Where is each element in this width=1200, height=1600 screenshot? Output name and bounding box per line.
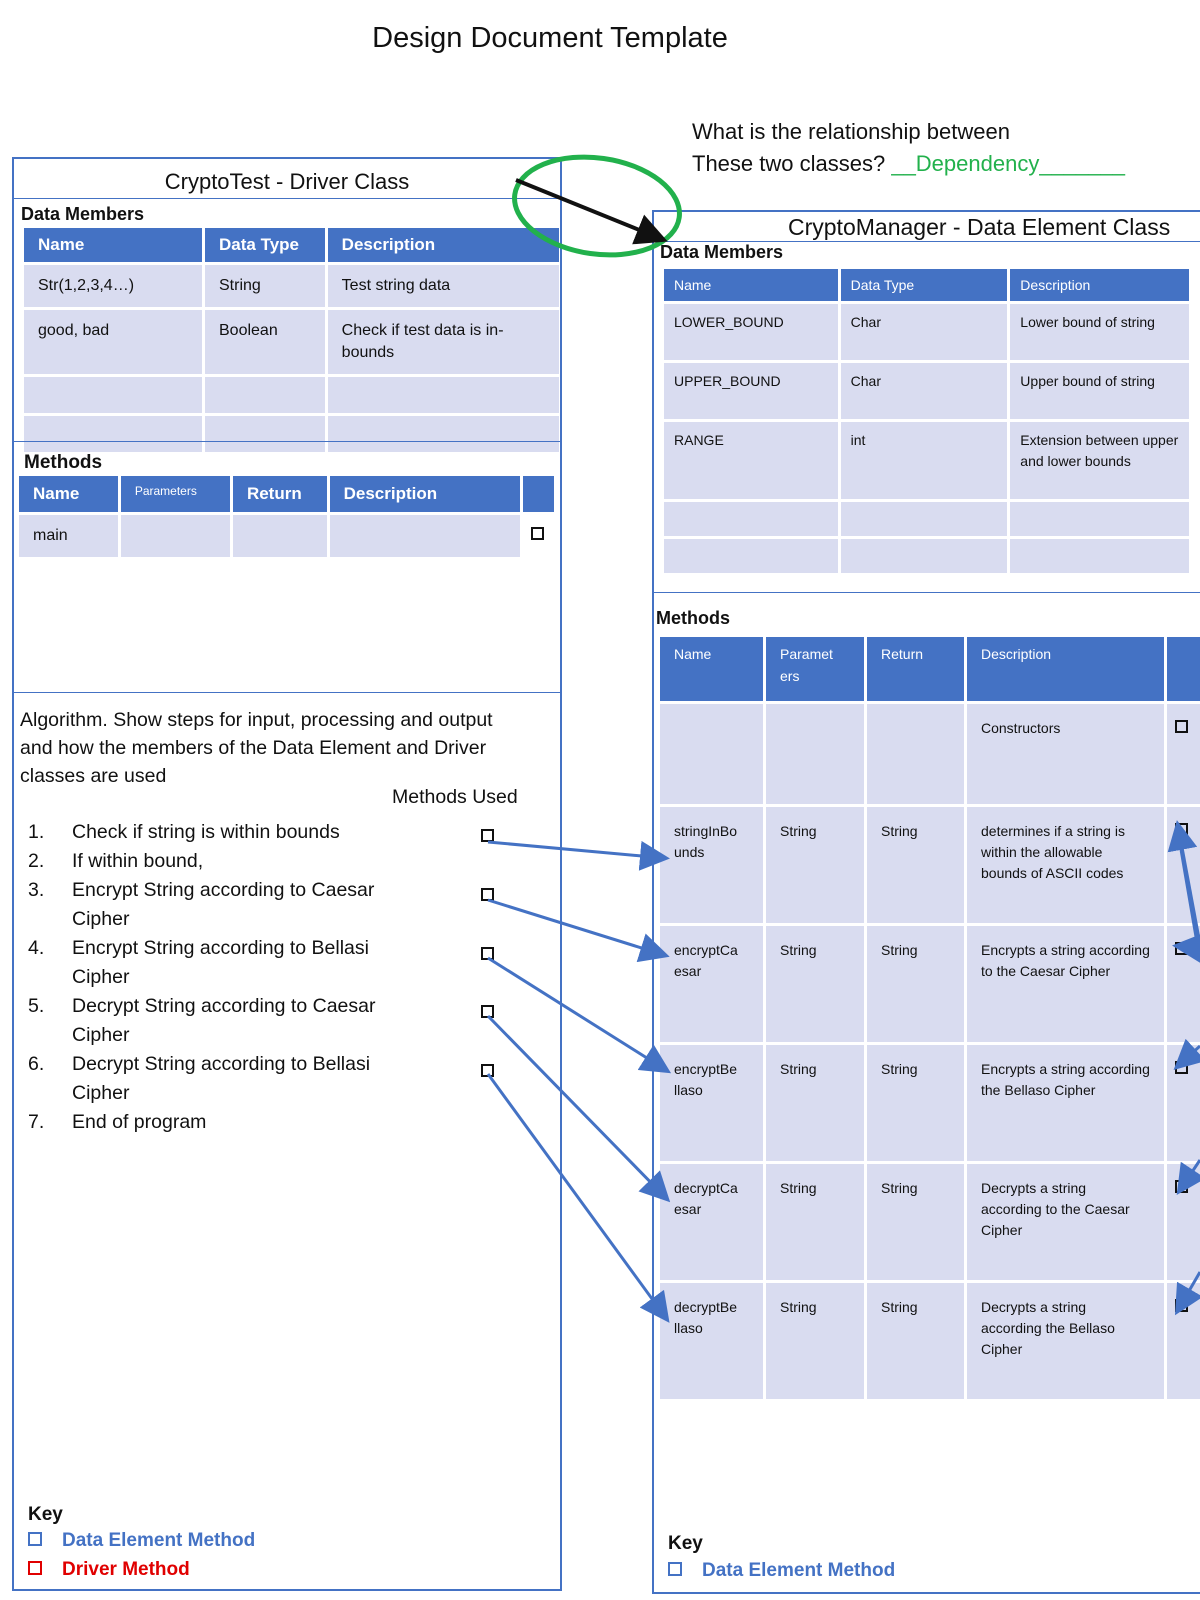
connector-edge-encryptbellaso: [1178, 1046, 1200, 1066]
method-return-cell: String: [867, 1283, 964, 1399]
column-header-parameters: Paramet ers: [766, 637, 864, 701]
step-text: Encrypt String according to Caesar Cipher: [72, 879, 375, 930]
method-return-cell: String: [867, 807, 964, 923]
page-title: Design Document Template: [372, 22, 728, 54]
method-return-cell: String: [867, 1164, 964, 1280]
member-name-cell: RANGE: [664, 422, 838, 499]
step-number: 3.: [28, 879, 45, 901]
driver-class-title: CryptoTest - Driver Class: [164, 169, 410, 194]
connector-step6-decryptbellaso: [488, 1074, 666, 1318]
methods-used-label: Methods Used: [392, 786, 518, 808]
key-item-label: Data Element Method: [702, 1560, 896, 1581]
algorithm-intro: Algorithm. Show steps for input, processing and output and how the members of the Data Element and Driver classes are used: [20, 709, 493, 787]
method-name-cell: decryptBe llaso: [660, 1283, 763, 1399]
step-number: 7.: [28, 1111, 45, 1133]
method-description-cell: Encrypts a string according the Bellaso Cipher: [967, 1045, 1164, 1161]
column-header-description: Description: [967, 637, 1164, 701]
member-type-cell: Boolean: [205, 310, 325, 374]
driver-methods-label: Methods: [24, 452, 103, 473]
column-header-return: Return: [867, 637, 964, 701]
method-return-cell: String: [867, 926, 964, 1042]
method-parameters-cell: String: [766, 926, 864, 1042]
method-name-cell: encryptCa esar: [660, 926, 763, 1042]
member-type-cell: String: [205, 265, 325, 307]
step-text: Check if string is within bounds: [72, 821, 340, 843]
method-parameters-cell: String: [766, 1045, 864, 1161]
connector-step3-encryptcaesar: [488, 900, 664, 955]
method-description-cell: Constructors: [967, 704, 1164, 804]
method-parameters-cell: String: [766, 1164, 864, 1280]
step-text: Decrypt String according to Bellasi Cipher: [72, 1053, 371, 1104]
dependency-arrow: [516, 180, 664, 240]
member-name-cell: Str(1,2,3,4…): [24, 265, 202, 307]
manager-key-label: Key: [668, 1533, 703, 1554]
column-header-description: Description: [328, 228, 559, 262]
driver-key-label: Key: [28, 1504, 63, 1525]
step-number: 2.: [28, 850, 45, 872]
member-name-cell: UPPER_BOUND: [664, 363, 838, 419]
step-text: End of program: [72, 1111, 207, 1133]
connector-step1-stringinbounds: [488, 842, 664, 858]
method-name-cell: decryptCa esar: [660, 1164, 763, 1280]
key-item-label: Driver Method: [62, 1559, 190, 1580]
method-description-cell: determines if a string is within the allowable bounds of ASCII codes: [967, 807, 1164, 923]
member-name-cell: good, bad: [24, 310, 202, 374]
relationship-question-prefix: These two classes?: [692, 151, 886, 176]
connector-step4-encryptbellaso: [488, 958, 666, 1070]
method-name-cell: encryptBe llaso: [660, 1045, 763, 1161]
step-text: Encrypt String according to Bellasi Cipher: [72, 937, 369, 988]
method-description-cell: Decrypts a string according to the Caesar Cipher: [967, 1164, 1164, 1280]
relationship-oval: [508, 147, 686, 265]
member-description-cell: Lower bound of string: [1010, 304, 1189, 360]
column-header-name: Name: [19, 476, 118, 512]
method-description-cell: Encrypts a string according to the Caesar Cipher: [967, 926, 1164, 1042]
member-name-cell: LOWER_BOUND: [664, 304, 838, 360]
manager-data-members-label: Data Members: [660, 242, 784, 262]
member-type-cell: int: [841, 422, 1008, 499]
column-header-data-type: Data Type: [841, 269, 1008, 301]
column-header-name: Name: [664, 269, 838, 301]
member-type-cell: Char: [841, 363, 1008, 419]
manager-methods-label: Methods: [656, 608, 730, 628]
member-description-cell: Check if test data is in-bounds: [328, 310, 559, 374]
connector-step5-decryptcaesar: [488, 1016, 666, 1198]
step-number: 1.: [28, 821, 45, 843]
method-name-cell: stringInBo unds: [660, 807, 763, 923]
column-header-description: Description: [1010, 269, 1189, 301]
method-description-cell: Decrypts a string according the Bellaso Cipher: [967, 1283, 1164, 1399]
step-number: 4.: [28, 937, 45, 959]
method-return-cell: String: [867, 1045, 964, 1161]
step-text: Decrypt String according to Caesar Cipher: [72, 995, 376, 1046]
key-item-label: Data Element Method: [62, 1530, 256, 1551]
method-name-cell: main: [19, 515, 118, 557]
column-header-data-type: Data Type: [205, 228, 325, 262]
step-text: If within bound,: [72, 850, 204, 872]
member-type-cell: Char: [841, 304, 1008, 360]
column-header-description: Description: [330, 476, 520, 512]
relationship-question-line1: What is the relationship between: [692, 119, 1010, 144]
manager-class-title: CryptoManager - Data Element Class: [788, 214, 1171, 240]
driver-data-members-label: Data Members: [21, 204, 145, 224]
method-parameters-cell: String: [766, 807, 864, 923]
method-parameters-cell: String: [766, 1283, 864, 1399]
connector-edge-encryptcaesar: [1178, 946, 1200, 948]
member-description-cell: Upper bound of string: [1010, 363, 1189, 419]
step-number: 6.: [28, 1053, 45, 1075]
relationship-answer: __Dependency_______: [891, 151, 1125, 176]
member-description-cell: Extension between upper and lower bounds: [1010, 422, 1189, 499]
connector-edge-decryptbellaso: [1178, 1272, 1200, 1310]
column-header-name: Name: [24, 228, 202, 262]
connector-edge-decryptcaesar: [1180, 1160, 1200, 1190]
column-header-name: Name: [660, 637, 763, 701]
member-description-cell: Test string data: [328, 265, 559, 307]
column-header-return: Return: [233, 476, 327, 512]
step-number: 5.: [28, 995, 45, 1017]
column-header-parameters: Parameters: [121, 476, 230, 512]
connector-edge-stringinbounds-2: [1178, 832, 1200, 960]
